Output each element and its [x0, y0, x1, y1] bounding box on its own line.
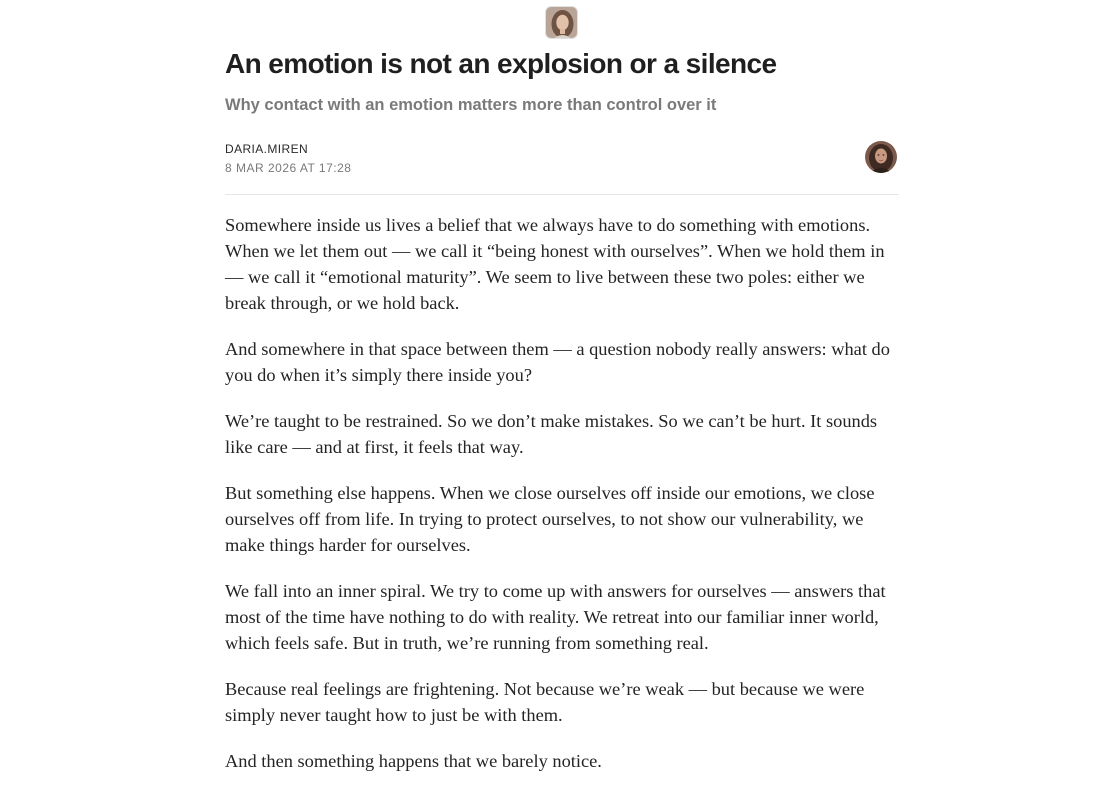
article-body: [225, 212, 899, 794]
paragraph: We fall into an inner spiral. We try to come up with answers for ourselves — answers that most of the time have nothing to do with reality. We retreat into our familiar inner world, which feels safe. But in truth, we’re running from something real.: [225, 581, 886, 653]
paragraph: We’re taught to be restrained. So we don’t make mistakes. So we can’t be hurt. It sounds like care — and at first, it feels that way.: [225, 411, 878, 457]
paragraph: But something else happens. When we close ourselves off inside our emotions, we close ourselves off from life. In trying to protect ourselves, to not show our vulnerability, we make things harder for ourselves.: [225, 483, 875, 555]
paragraph: Somewhere inside us lives a belief that we always have to do something with emotions. When we let them out — we call it “being honest with ourselves”. When we hold them in — we call it “emotional maturity”. We seem to live between these two poles: either we break through, or we hold back.: [225, 215, 885, 313]
paragraph: And somewhere in that space between them — a question nobody really answers: what do you do when it’s simply there inside you?: [225, 339, 890, 385]
paragraph: Because real feelings are frightening. Not because we’re weak — but because we were simply never taught how to just be with them.: [225, 679, 865, 725]
article-subtitle: Why contact with an emotion matters more than control over it: [225, 96, 717, 114]
author-name-link[interactable]: DARIA.MIREN: [225, 142, 309, 156]
paragraph: And then something happens that we barely notice.: [225, 751, 602, 771]
publication-logo-icon[interactable]: [545, 6, 578, 39]
byline: [225, 140, 899, 195]
article-title: An emotion is not an explosion or a silence: [225, 48, 777, 79]
author-avatar-icon[interactable]: [865, 141, 897, 173]
post-date: 8 MAR 2026 AT 17:28: [225, 161, 352, 175]
